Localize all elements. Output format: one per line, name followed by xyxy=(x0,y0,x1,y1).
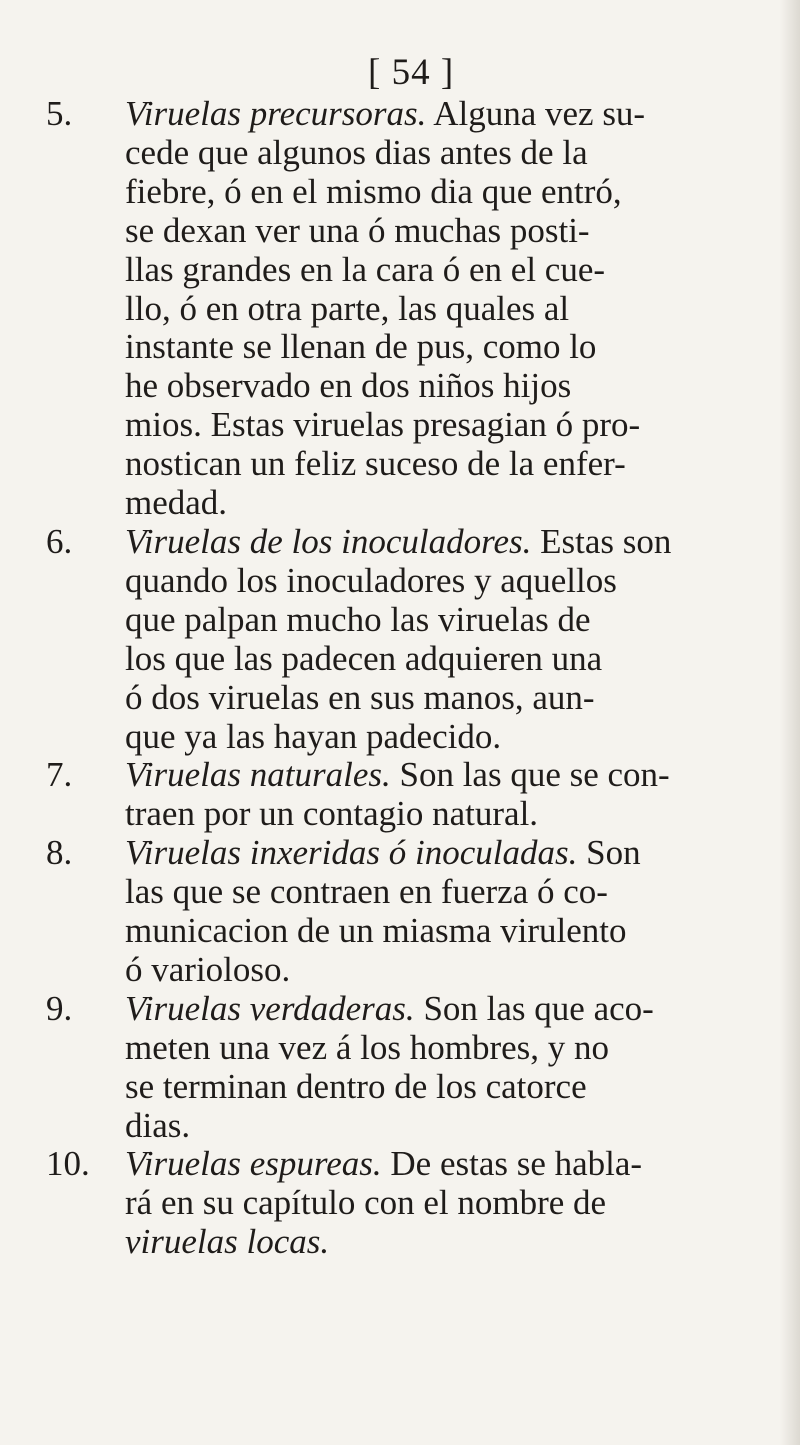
page-edge-shadow xyxy=(780,0,800,1445)
entry-5 xyxy=(46,95,776,523)
entry-number: 10. xyxy=(46,1144,90,1184)
entry-line: que ya las hayan padecido. xyxy=(125,716,502,756)
entry-number: 5. xyxy=(46,94,73,133)
entry-line: nostican un feliz suceso de la enfer- xyxy=(125,444,626,484)
entry-line: mios. Estas viruelas presagian ó pro- xyxy=(125,405,641,445)
entry-line: municacion de un miasma virulento xyxy=(125,911,627,951)
entry-line: las que se contraen en fuerza ó co- xyxy=(125,872,608,912)
entry-line: se dexan ver una ó muchas posti- xyxy=(125,210,590,250)
entry-closing-italic: viruelas locas. xyxy=(125,1222,330,1262)
entry-line: llas grandes en la cara ó en el cue- xyxy=(125,249,606,289)
entry-first-line: Viruelas espureas. De estas se habla- xyxy=(125,1144,643,1184)
entry-text xyxy=(127,523,776,756)
entry-text xyxy=(127,1145,776,1262)
entry-first-line: Viruelas precursoras. Alguna vez su- xyxy=(125,94,646,133)
entry-line xyxy=(127,1223,776,1262)
entry-6 xyxy=(46,523,776,756)
entry-line: dias. xyxy=(125,1105,191,1145)
entry-line: medad. xyxy=(125,483,228,523)
page-number: [ 54 ] xyxy=(368,52,455,93)
entry-7 xyxy=(46,756,776,834)
entry-number: 7. xyxy=(46,755,73,795)
entry-line: instante se llenan de pus, como lo xyxy=(125,327,597,367)
entry-number: 8. xyxy=(46,833,73,873)
entry-line: los que las padecen adquieren una xyxy=(125,638,603,678)
entry-first-line: Viruelas verdaderas. Son las que aco- xyxy=(125,988,654,1028)
entry-line: quando los inoculadores y aquellos xyxy=(125,560,617,600)
entry-number: 6. xyxy=(46,521,73,561)
entry-line: ó varioloso. xyxy=(125,949,291,989)
entry-line: ó dos viruelas en sus manos, aun- xyxy=(125,677,595,717)
entry-9 xyxy=(46,990,776,1146)
entry-first-line: Viruelas naturales. Son las que se con- xyxy=(125,755,670,795)
entry-line: cede que algunos dias antes de la xyxy=(125,132,588,172)
entry-line: que palpan mucho las viruelas de xyxy=(125,599,591,639)
entry-number: 9. xyxy=(46,988,73,1028)
entry-title: Viruelas verdaderas. xyxy=(125,988,415,1028)
entry-line: he observado en dos niños hijos xyxy=(125,366,572,406)
entry-text xyxy=(127,990,776,1146)
entry-title: Viruelas precursoras. xyxy=(125,94,427,133)
entry-text xyxy=(127,756,776,834)
entry-title: Viruelas espureas. xyxy=(125,1144,382,1184)
entry-title: Viruelas naturales. xyxy=(125,755,391,795)
entry-line: traen por un contagio natural. xyxy=(125,794,539,834)
entry-line: llo, ó en otra parte, las quales al xyxy=(125,288,570,328)
entry-8 xyxy=(46,834,776,990)
entry-title: Viruelas inxeridas ó inoculadas. xyxy=(125,833,578,873)
entry-text xyxy=(127,834,776,990)
entry-line: meten una vez á los hombres, y no xyxy=(125,1027,610,1067)
entry-line: rá en su capítulo con el nombre de xyxy=(125,1183,607,1223)
entry-title: Viruelas de los inoculadores. xyxy=(125,521,532,561)
entry-text xyxy=(127,95,776,523)
entry-line: se terminan dentro de los catorce xyxy=(125,1066,587,1106)
entry-first-line: Viruelas inxeridas ó inoculadas. Son xyxy=(125,833,641,873)
entry-10 xyxy=(46,1145,776,1262)
entry-first-line: Viruelas de los inoculadores. Estas son xyxy=(125,521,672,561)
entry-list xyxy=(46,95,776,1262)
entry-line: fiebre, ó en el mismo dia que entró, xyxy=(125,171,622,211)
